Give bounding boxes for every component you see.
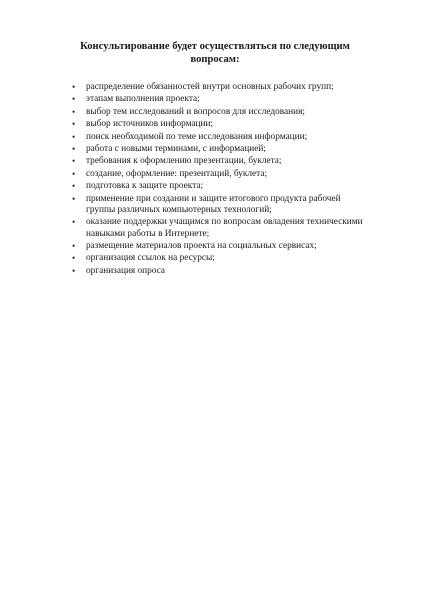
list-item-text: размещение материалов проекта на социальных сервисах; (86, 240, 317, 251)
bullet-icon: • (72, 253, 76, 264)
list-item-text: организация ссылок на ресурсы; (86, 253, 215, 264)
list-item-text: подготовка к защите проекта; (86, 181, 204, 192)
document-title (60, 40, 370, 66)
bullet-icon: • (72, 106, 76, 117)
bullet-icon: • (72, 82, 76, 92)
bullet-icon: • (72, 156, 76, 167)
list-item (72, 253, 372, 264)
list-item (72, 144, 372, 155)
list-item-text: этапам выполнения проекта; (86, 94, 200, 105)
bullet-icon: • (72, 168, 76, 179)
list-item (72, 156, 372, 167)
bullet-icon: • (72, 143, 76, 154)
consultation-topics-list (72, 82, 372, 278)
list-item-text: организация опроса (86, 265, 166, 276)
list-item-text: выбор тем исследований и вопросов для исследования; (86, 106, 305, 117)
list-item-text: выбор источников информации; (86, 119, 214, 130)
list-item-text: применение при создании и защите итогового продукта рабочей группы различных компьютерных технологий; (86, 193, 341, 215)
list-item-text: требования к оформлению презентации, буклета; (86, 156, 282, 167)
bullet-icon: • (72, 94, 76, 105)
bullet-icon: • (72, 193, 76, 204)
list-item (72, 82, 372, 93)
list-item-text: оказание поддержки учащимся по вопросам овладения техническими навыками работы в Интернете; (86, 217, 363, 239)
list-item (72, 181, 372, 192)
list-item (72, 107, 372, 118)
bullet-icon: • (72, 131, 76, 142)
bullet-icon: • (72, 240, 76, 251)
list-item-text: создание, оформление: презентаций, буклета; (86, 168, 268, 179)
list-item (72, 194, 372, 217)
list-item (72, 94, 372, 105)
list-item (72, 169, 372, 180)
bullet-icon: • (72, 119, 76, 130)
bullet-icon: • (72, 217, 76, 228)
list-item-text: распределение обязанностей внутри основных рабочих групп; (86, 82, 334, 92)
bullet-icon: • (72, 181, 76, 192)
title-line-2: вопросам: (190, 54, 240, 65)
list-item (72, 241, 372, 252)
list-item (72, 217, 372, 240)
list-item-text: работа с новыми терминами, с информацией; (86, 143, 266, 154)
list-item (72, 132, 372, 143)
list-item (72, 266, 372, 277)
bullet-icon: • (72, 265, 76, 276)
list-item (72, 119, 372, 130)
title-line-1: Консультирование будет осуществляться по следующим (80, 41, 350, 52)
list-item-text: поиск необходимой по теме исследования информации; (86, 131, 308, 142)
